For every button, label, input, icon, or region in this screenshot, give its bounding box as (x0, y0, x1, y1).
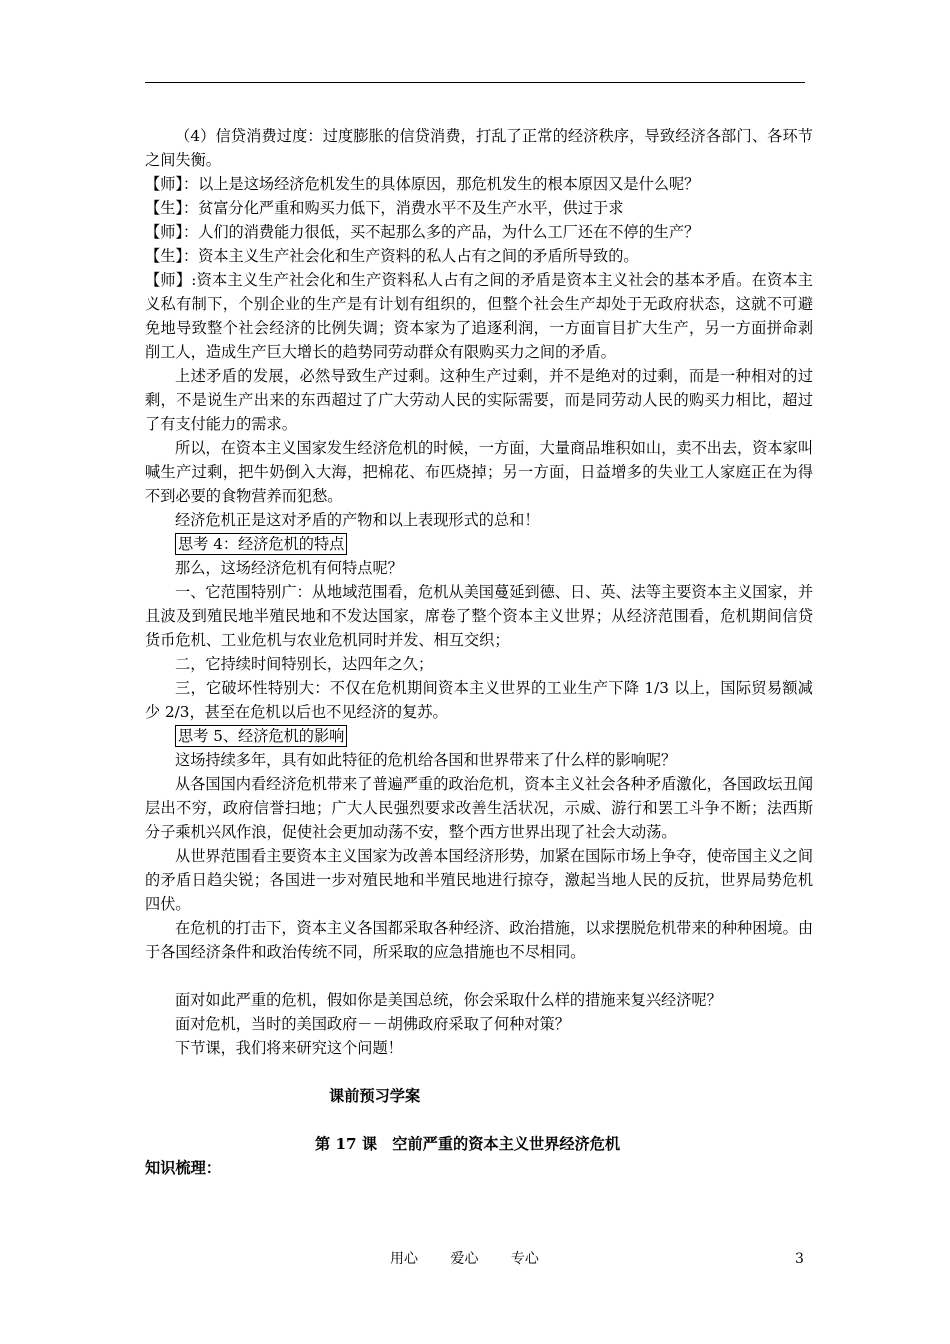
paragraph: 从各国国内看经济危机带来了普遍严重的政治危机，资本主义社会各种矛盾激化，各国政坛丑闻层出不穷，政府信誉扫地；广大人民强烈要求改善生活状况，示威、游行和罢工斗争不断；法西斯分子乘机兴风作浪，促使社会更加动荡不安，整个西方世界出现了社会大动荡。 (145, 775, 813, 841)
page-number: 3 (795, 1251, 804, 1267)
paragraph: 面对如此严重的危机，假如你是美国总统，你会采取什么样的措施来复兴经济呢？ (175, 991, 722, 1009)
motto-word: 用心 (390, 1251, 418, 1267)
paragraph: 面对危机，当时的美国政府－－胡佛政府采取了何种对策？ (175, 1015, 570, 1033)
paragraph: 从世界范围看主要资本主义国家为改善本国经济形势，加紧在国际市场上争夺，使帝国主义之间的矛盾日趋尖锐；各国进一步对殖民地和半殖民地进行掠夺，激起当地人民的反抗，世界局势危机四伏。 (145, 847, 813, 913)
section-heading-box (145, 724, 813, 748)
paragraph: 一、它范围特别广：从地域范围看，危机从美国蔓延到德、日、英、法等主要资本主义国家，并且波及到殖民地半殖民地和不发达国家，席卷了整个资本主义世界；从经济范围看，危机期间信贷货币危机、工业危机与农业危机同时并发、相互交织； (145, 583, 813, 649)
dialogue-line: 【师】：以上是这场经济危机发生的具体原因，那危机发生的根本原因又是什么呢？ (145, 175, 700, 193)
section-title: 课前预习学案 (329, 1087, 421, 1105)
paragraph: 二，它持续时间特别长，达四年之久； (175, 655, 434, 673)
footer-motto (390, 1250, 567, 1268)
section-heading: 思考 5、经济危机的影响 (175, 725, 347, 747)
paragraph: 这场持续多年，具有如此特征的危机给各国和世界带来了什么样的影响呢？ (175, 751, 677, 769)
lesson-title: 第 17 课 空前严重的资本主义世界经济危机 (315, 1135, 621, 1153)
section-heading-box (145, 532, 813, 556)
paragraph: 所以，在资本主义国家发生经济危机的时候，一方面，大量商品堆积如山，卖不出去，资本家叫喊生产过剩，把牛奶倒入大海，把棉花、布匹烧掉；另一方面，日益增多的失业工人家庭正在为得不到必要的食物营养而犯愁。 (145, 439, 813, 505)
dialogue-line: 【生】：资本主义生产社会化和生产资料的私人占有之间的矛盾所导致的。 (145, 247, 639, 265)
dialogue-line: 【师】：人们的消费能力很低，买不起那么多的产品，为什么工厂还在不停的生产？ (145, 223, 700, 241)
spacer (145, 1060, 813, 1084)
paragraph: 在危机的打击下，资本主义各国都采取各种经济、政治措施，以求摆脱危机带来的种种困境。由于各国经济条件和政治传统不同，所采取的应急措施也不尽相同。 (145, 919, 813, 961)
document-body (145, 124, 813, 1180)
section-heading: 思考 4：经济危机的特点 (175, 533, 347, 555)
paragraph: （4）信贷消费过度：过度膨胀的信贷消费，打乱了正常的经济秩序，导致经济各部门、各环节之间失衡。 (145, 127, 813, 169)
subheading: 知识梳理： (145, 1159, 221, 1177)
paragraph: 下节课，我们将来研究这个问题！ (175, 1039, 403, 1057)
paragraph: 三，它破坏性特别大：不仅在危机期间资本主义世界的工业生产下降 1/3 以上，国际贸易额减少 2/3，甚至在危机以后也不见经济的复苏。 (145, 679, 813, 721)
spacer (145, 1108, 813, 1132)
dialogue-line: 【生】：贫富分化严重和购买力低下，消费水平不及生产水平，供过于求 (145, 199, 624, 217)
motto-word: 专心 (510, 1251, 539, 1267)
paragraph: 上述矛盾的发展，必然导致生产过剩。这种生产过剩，并不是绝对的过剩，而是一种相对的过剩，不是说生产出来的东西超过了广大劳动人民的实际需要，而是同劳动人民的购买力相比，超过了有支付能力的需求。 (145, 367, 813, 433)
paragraph: 那么，这场经济危机有何特点呢？ (175, 559, 403, 577)
dialogue-line: 【师】:资本主义生产社会化和生产资料私人占有之间的矛盾是资本主义社会的基本矛盾。在资本主义私有制下，个别企业的生产是有计划有组织的，但整个社会生产却处于无政府状态，这就不可避免地导致整个社会经济的比例失调；资本家为了追逐利润，一方面盲目扩大生产，另一方面拼命剥削工人，造成生产巨大增长的趋势同劳动群众有限购买力之间的矛盾。 (145, 271, 813, 361)
paragraph: 经济危机正是这对矛盾的产物和以上表现形式的总和！ (175, 511, 540, 529)
motto-word: 爱心 (450, 1251, 479, 1267)
spacer (145, 964, 813, 988)
header-rule (145, 82, 805, 83)
